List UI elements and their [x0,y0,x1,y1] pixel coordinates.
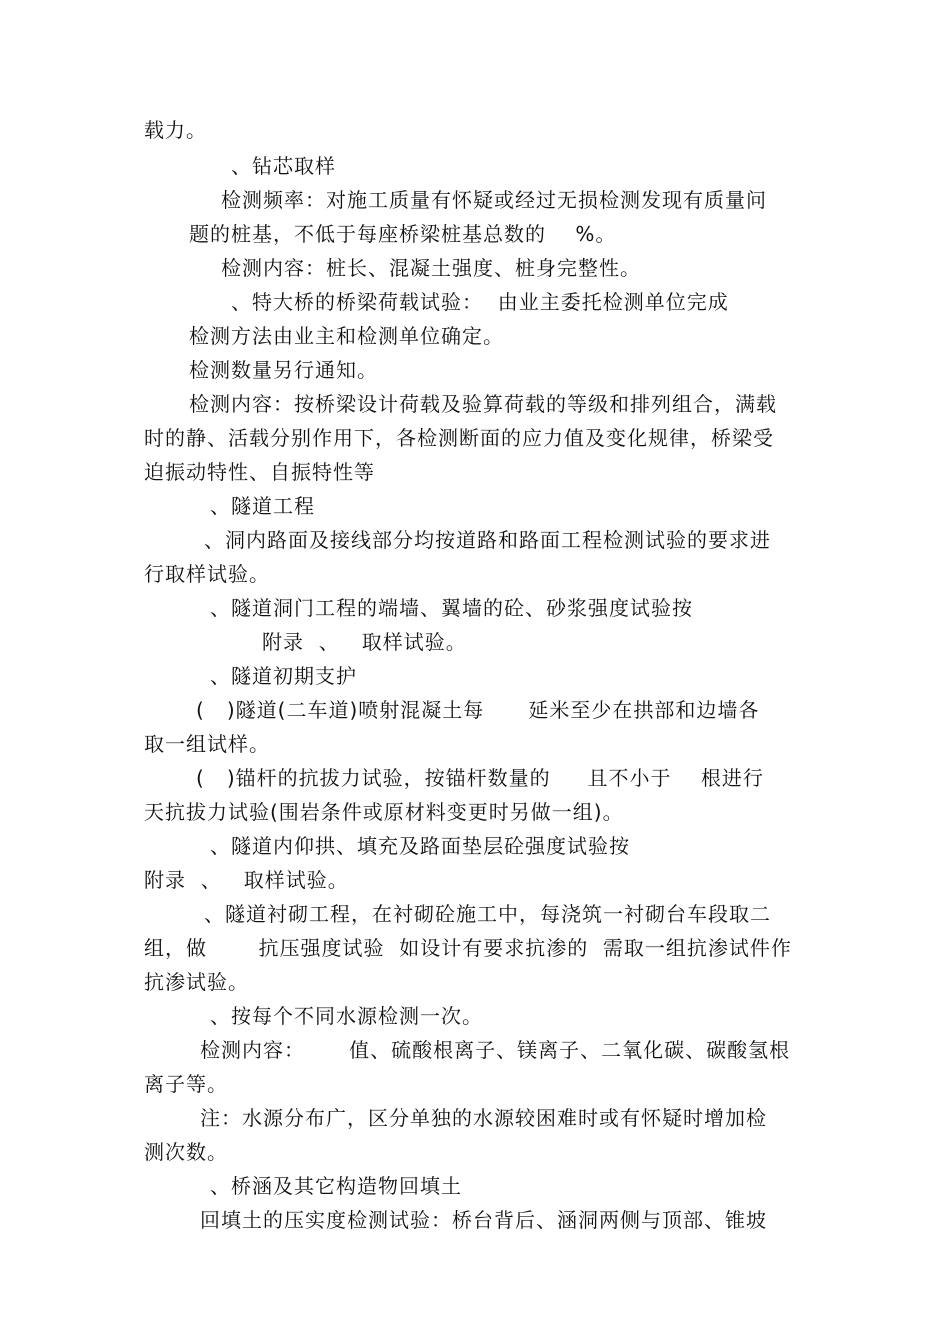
text-line: 检测内容： 值、硫酸根离子、镁离子、二氧化碳、碳酸氢根 [200,1038,791,1062]
section-heading: 、隧道工程 [210,494,315,518]
text-line: 组，做 抗压强度试验 如设计有要求抗渗的 需取一组抗渗试件作 [144,936,792,960]
text-line: ( )锚杆的抗拔力试验，按锚杆数量的 且不小于 根进行 [196,766,764,790]
text-line: 回填土的压实度检测试验：桥台背后、涵洞两侧与顶部、锥坡 [200,1208,767,1232]
text-line: 、隧道内仰拱、填充及路面垫层砼强度试验按 [210,834,630,858]
text-line: 测次数。 [144,1140,228,1164]
text-line: 抗渗试验。 [144,970,249,994]
text-line: 注：水源分布广，区分单独的水源较困难时或有怀疑时增加检 [200,1106,767,1130]
text-line: 题的桩基，不低于每座桥梁桩基总数的 %。 [189,222,617,246]
section-heading: 、钻芯取样 [231,154,336,178]
text-line: 载力。 [144,118,207,142]
section-heading: 、桥涵及其它构造物回填土 [210,1174,462,1198]
text-line: 检测内容：桩长、混凝土强度、桩身完整性。 [221,256,641,280]
text-line: 时的静、活载分别作用下，各检测断面的应力值及变化规律，桥梁受 [144,426,774,450]
text-line: 附录 、 取样试验。 [144,868,349,892]
text-line: 附录 、 取样试验。 [262,630,467,654]
text-line: 、隧道衬砌工程，在衬砌砼施工中，每浇筑一衬砌台车段取二 [204,902,771,926]
text-line: 检测频率：对施工质量有怀疑或经过无损检测发现有质量问 [221,188,767,212]
text-line: 行取样试验。 [144,562,270,586]
text-line: 取一组试样。 [144,732,270,756]
text-line: 、隧道洞门工程的端墙、翼墙的砼、砂浆强度试验按 [210,596,693,620]
text-line: 、洞内路面及接线部分均按道路和路面工程检测试验的要求进 [204,528,771,552]
text-line: ( )隧道(二车道)喷射混凝土每 延米至少在拱部和边墙各 [196,698,760,722]
text-line: 、按每个不同水源检测一次。 [210,1004,483,1028]
text-line: 迫振动特性、自振特性等 [144,460,375,484]
text-line: 检测内容：按桥梁设计荷载及验算荷载的等级和排列组合，满载 [189,392,777,416]
section-heading: 、隧道初期支护 [210,664,357,688]
text-line: 检测方法由业主和检测单位确定。 [189,324,504,348]
section-heading: 、特大桥的桥梁荷载试验： 由业主委托检测单位完成 [231,290,729,314]
text-line: 检测数量另行通知。 [189,358,378,382]
text-line: 天抗拔力试验(围岩条件或原材料变更时另做一组)。 [144,800,624,824]
text-line: 离子等。 [144,1072,228,1096]
